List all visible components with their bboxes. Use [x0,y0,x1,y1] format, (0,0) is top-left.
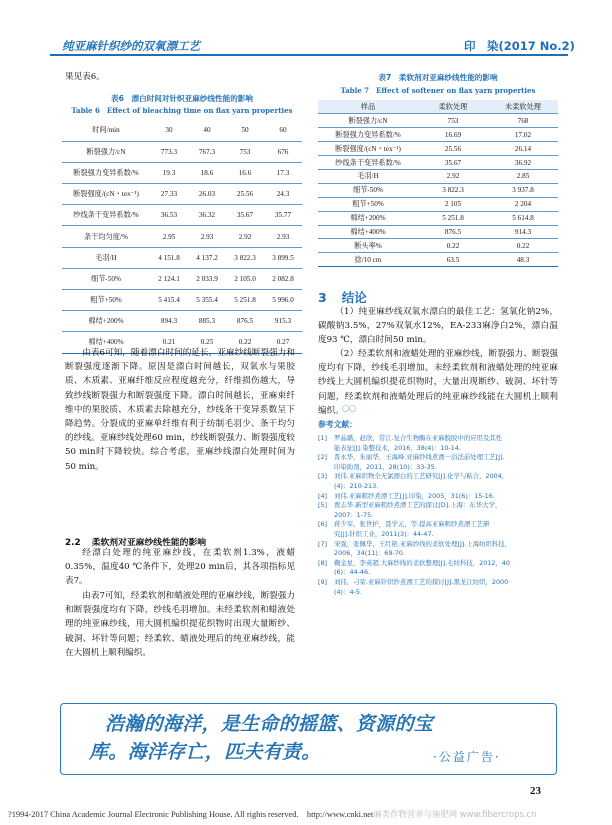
reference-number: [4] [318,491,328,500]
table-cell: 894.3 [150,311,188,332]
reference-text: 究[J].针织工业，2011(3)：44-47. [334,529,434,538]
table-row-label: 断头率% [318,239,418,253]
table-cell: 2.95 [150,226,188,247]
table-row-label: 时间/min [62,120,150,141]
table-cell: 4 137.2 [188,247,226,268]
table-row [62,141,302,162]
reference-item [318,453,558,472]
section-3-heading [318,287,558,306]
table-row [318,253,558,267]
table-row-label: 纱线条干变异系数/% [318,156,418,170]
table-cell: 5 614.8 [488,211,558,225]
reference-item [318,559,558,578]
header-rule [50,54,568,56]
table-header-row [62,120,302,141]
table-cell: 18.6 [188,162,226,183]
table-row-label: 断裂强力/cN [62,141,150,162]
footer-copyright: ?1994-2017 China Academic Journal Electronic Publishing House. All rights reserved. http://www.cnki.net [8,810,374,819]
table6-caption-cn: 表6 漂白时间对针织亚麻纱线性能的影响 [111,94,253,103]
table-row [62,205,302,226]
table-row-label: 粗节+50% [62,290,150,311]
table-row-label: 样品 [318,100,418,114]
page-number: 23 [530,785,541,797]
table-row-label: 捻/10 cm [318,253,418,267]
reference-item [318,492,558,502]
reference-text: 晋永华，朱丽华，王海峰.亚麻纱线煮漂一浴法前处理工艺[J]. [334,453,505,462]
reference-text: 宋强，张佩华，王红艳.亚麻纱线的柔软处理[J].上海纺织科技， [334,539,512,548]
table-cell: 3 822.3 [226,247,264,268]
table-cell: 0.22 [418,239,488,253]
table-cell: 25.56 [226,184,264,205]
table-row-label: 断裂强力变异系数/% [318,128,418,142]
section-2-2-number: 2.2 [65,538,81,548]
table-cell: 768 [488,114,558,128]
table-cell: 753 [418,114,488,128]
public-service-ad [60,703,557,775]
table-cell: 915.3 [264,311,302,332]
table-cell: 767.3 [188,141,226,162]
table-cell: 2 105.0 [226,268,264,289]
table-cell: 2.93 [188,226,226,247]
table-cell: 2 105 [418,197,488,211]
table-cell: 876.5 [418,225,488,239]
table-row-label: 细节-50% [62,268,150,289]
reference-text: (4)：4-5. [334,587,362,596]
reference-number: [5] [318,501,328,510]
table-row-label: 棉结+200% [318,211,418,225]
table7-caption-cn: 表7 柔软剂对亚麻纱线性能的影响 [378,73,498,82]
table-cell: 17.3 [264,162,302,183]
table-row-label: 毛羽/H [62,247,150,268]
table-cell: 16.69 [418,128,488,142]
table-row [318,211,558,225]
table-cell: 48.3 [488,253,558,267]
table-cell: 2 204 [488,197,558,211]
table-cell: 676 [264,141,302,162]
table-header-row [318,100,558,114]
table-cell: 4 151.8 [150,247,188,268]
table-row [62,226,302,247]
table-cell: 0.22 [226,332,264,353]
reference-number: [6] [318,520,328,529]
table-row [318,128,558,142]
table-row-label: 棉结+200% [62,311,150,332]
reference-text: 罗晶璐，赵欣，常江.复合生物酶在亚麻脱胶中的应用及其性 [334,434,503,442]
table-cell: 885.3 [188,311,226,332]
section-3-number: 3 [318,290,327,305]
table-cell: 2.93 [264,226,302,247]
table-row [318,142,558,156]
references-list [318,434,558,597]
table-cell: 2 124.1 [150,268,188,289]
table-row [318,156,558,170]
reference-text: (6)：44-46. [334,568,371,577]
table-row [318,239,558,253]
table-cell: 773.3 [150,141,188,162]
table-row [318,183,558,197]
references-heading: 参考文献： [318,420,357,429]
table-cell: 0.21 [150,332,188,353]
table-cell: 60 [264,120,302,141]
table-cell: 5 251.8 [226,290,264,311]
table-cell: 27.33 [150,184,188,205]
table-cell: 753 [226,141,264,162]
table-cell: 16.6 [226,162,264,183]
table-row-label: 棉结+400% [318,225,418,239]
para-softener-conditions: 经漂白处理的纯亚麻纱线，在柔软剂1.3%，液蜡0.35%，温度40 ℃条件下，处理20 min后，其各项指标见表7。 [65,548,295,587]
conclusion-1: （1）纯亚麻纱线双氧水漂白的最佳工艺：氢氧化钠2%，碳酸钠3.5%，27%双氧水12%，EA-233麻净白2%，漂白温度93 ℃，漂白时间50 min。 [318,307,558,346]
table-row [62,290,302,311]
section-2-2-title: 柔软剂对亚麻纱线性能的影响 [91,538,207,548]
table-cell: 24.3 [264,184,302,205]
table-row [318,114,558,128]
table-cell: 50 [226,120,264,141]
table-row [62,268,302,289]
table-cell: 2.92 [418,169,488,183]
footer-watermark: 麻类作物营养与施肥网 www.fibercrops.cn [373,809,537,819]
table-cell: 5 251.8 [418,211,488,225]
table-row-label: 粗节+50% [318,197,418,211]
para-table7-discussion: 由表7可知，经柔软剂和蜡液处理的亚麻纱线，断裂强力和断裂强度均有下降，纱线毛羽增加。未经柔软剂和蜡液处理的纯亚麻纱线，用大圆机编织提花织物时出现大量断纱、破洞、坏针等问题；经柔软、蜡液处理后的纯亚麻纱线，能在大圆机上顺利编织。 [65,591,295,658]
table-row [62,247,302,268]
reference-text: 蒋少军，张世护，聂学元，等.提高亚麻粗纱煮漂工艺研 [334,520,490,529]
footer [8,808,536,820]
table-cell: 2 082.8 [264,268,302,289]
reference-number: [9] [318,577,328,586]
reference-text: 2007：1-75. [334,510,374,519]
table-cell: 36.53 [150,205,188,226]
table-cell: 2 033.9 [188,268,226,289]
table7-caption-en: Table 7 Effect of softener on flax yarn properties [340,86,536,95]
reference-text: 鞠金星，李英超.大麻纱线的柔软整理[J].毛纺科技，2012，40 [334,558,510,567]
table-cell: 35.67 [226,205,264,226]
ad-text-line-1: 浩瀚的海洋，是生命的摇篮、资源的宝 [105,713,434,735]
table6 [62,120,302,354]
table-row-label: 细节-50% [318,183,418,197]
table-row-label: 条干均匀度/% [62,226,150,247]
reference-number: [1] [318,434,328,442]
reference-text: 刘伟.亚麻粗纱煮漂工艺[J].印染，2005，31(6)：15-16. [334,491,495,500]
table-cell: 0.27 [264,332,302,353]
table-row [318,169,558,183]
table-cell: 3 822.3 [418,183,488,197]
table-cell: 3 937.8 [488,183,558,197]
table-row-label: 断裂强度/(cN・tex⁻¹) [62,184,150,205]
table-cell: 5 415.4 [150,290,188,311]
table-cell: 未柔软处理 [488,100,558,114]
table-row-label: 棉结+400% [62,332,150,353]
ad-text-line-2: 库。海洋存亡，匹夫有责。 [89,741,321,763]
table-row [62,184,302,205]
reference-text: 贾志华.新型亚麻粗纱煮漂工艺的探讨[D].上海：东华大学， [334,501,502,510]
reference-item [318,578,558,597]
table7 [318,100,558,267]
running-header-title: 纯亚麻针织纱的双氧漂工艺 [62,39,200,53]
reference-number: [2] [318,453,328,462]
table-cell: 26.14 [488,142,558,156]
table-row [62,162,302,183]
reference-text: 印染助剂，2011，28(10)：33-35. [334,462,437,471]
section-3-title: 结论 [341,290,367,305]
reference-number: [3] [318,472,328,481]
reference-text: (4)：210-213. [334,481,379,490]
table-cell: 2.92 [226,226,264,247]
running-header-journal: 印 染(2017 No.2) [464,39,575,53]
table6-caption-en: Table 6 Effect of bleaching time on flax yarn properties [71,106,293,115]
table-cell: 柔软处理 [418,100,488,114]
reference-text: 刘伟.亚麻织物全无氯漂白的工艺研究[J].化学与粘合，2004， [334,472,509,481]
conclusion-2: （2）经柔软剂和液蜡处理的亚麻纱线，断裂强力、断裂强度均有下降，纱线毛羽增加。未经柔软剂和液蜡处理的纯亚麻纱线上大圆机编织提花织物时，大量出现断纱、破洞、坏针等问题，经柔软剂和液蜡处理后的纯亚麻纱线能在大圆机上顺利编织。 [318,349,558,416]
reference-item [318,472,558,491]
table-cell: 30 [150,120,188,141]
table-cell: 876.5 [226,311,264,332]
table-cell: 3 899.5 [264,247,302,268]
reference-number: [8] [318,558,328,567]
ad-label: ·公益广告· [433,750,501,764]
table-row-label: 断裂强力/cN [318,114,418,128]
reference-text: 能表征[J].染整技术，2016，38(4)：10-14. [334,443,461,452]
table-row-label: 断裂强度/(cN・tex⁻¹) [318,142,418,156]
reference-number: [7] [318,539,328,548]
table-cell: 2.85 [488,169,558,183]
reference-item [318,520,558,539]
table-row-label: 纱线条干变异系数/% [62,205,150,226]
table-cell: 26.03 [188,184,226,205]
table-cell: 40 [188,120,226,141]
table-cell: 17.02 [488,128,558,142]
para-table6-discussion: 由表6可知，随着漂白时间的延长，亚麻纱线断裂强力和断裂强度逐渐下降。原因是漂白时间越长，双氧水与果胶质、木质素、亚麻纤维反应程度越充分，纤维损伤越大，导致纱线断裂强力和断裂强度下降。漂白时间越长，亚麻束纤维中的果胶质、木质素去除越充分，纱线条干变异系数呈下降趋势。分裂成的亚麻单纤维有利于纺制毛羽少、条干均匀的纱线。亚麻纱线处理60 min，纱线断裂强力、断裂强度较50 min时下降较快。综合考虑，亚麻纱线漂白处理时间为50 min。 [65,348,295,472]
table-row [318,225,558,239]
intro-line: 果见表6。 [65,72,105,82]
table-row-label: 断裂强力变异系数/% [62,162,150,183]
reference-item [318,501,558,520]
table-cell: 36.92 [488,156,558,170]
table-row-label: 毛羽/H [318,169,418,183]
table-row [318,197,558,211]
table-cell: 36.32 [188,205,226,226]
table-cell: 914.3 [488,225,558,239]
reference-item [318,434,558,453]
table-cell: 35.67 [418,156,488,170]
table-cell: 25.56 [418,142,488,156]
table-cell: 63.5 [418,253,488,267]
table-cell: 0.22 [488,239,558,253]
reference-text: 刘伟，刁荣.亚麻针织纱煮漂工艺的探讨[J].黑龙江纺织，2000 [334,577,509,586]
end-mark: 〇〇 [342,405,356,413]
reference-item [318,540,558,559]
table-cell: 0.25 [188,332,226,353]
table-cell: 19.3 [150,162,188,183]
table-row [62,311,302,332]
reference-text: 2006，34(11)：69-70. [334,549,405,558]
table-cell: 5 355.4 [188,290,226,311]
table-cell: 35.77 [264,205,302,226]
table-cell: 5 996.0 [264,290,302,311]
